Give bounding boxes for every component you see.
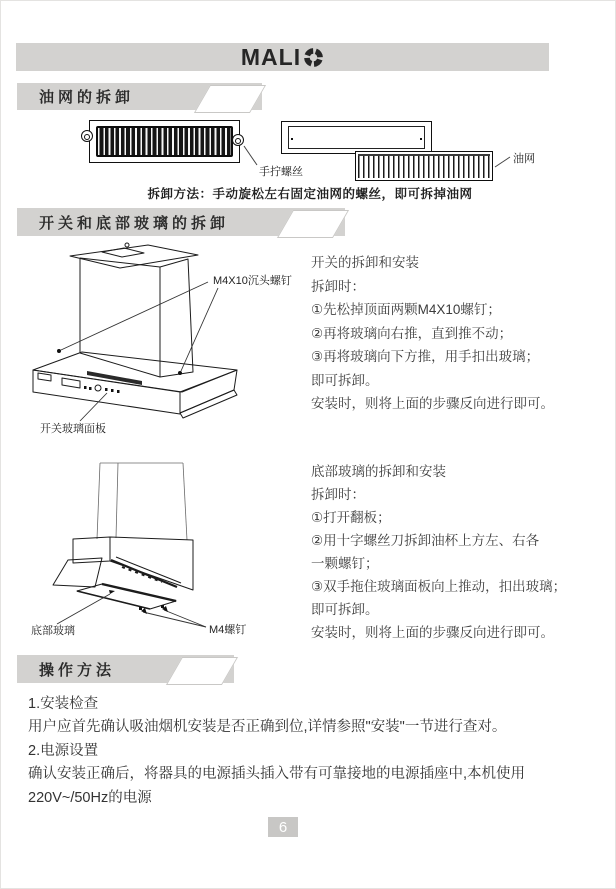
- text-line: 底部玻璃的拆卸和安装: [311, 464, 446, 479]
- text-line: ③双手拖住玻璃面板向上推动，扣出玻璃；: [311, 579, 567, 594]
- section-header-oil-mesh: [17, 83, 262, 110]
- text-line: 拆卸时：: [311, 278, 365, 294]
- text-line: 一颗螺钉；: [311, 556, 379, 571]
- text-line: 1.安装检查: [28, 696, 99, 712]
- section-title-oil-mesh: 油网的拆卸: [39, 89, 135, 106]
- switch-removal-text: [311, 251, 606, 416]
- text-line: ①先松掉顶面两颗M4X10螺钉；: [311, 302, 501, 317]
- brand-logo-o-icon: [303, 47, 324, 68]
- bottom-glass-removal-text: [311, 460, 606, 644]
- oil-mesh-caption: 拆卸方法：手动旋松左右固定油网的螺丝，即可拆掉油网: [147, 187, 473, 201]
- page-number: 6: [268, 817, 298, 837]
- text-line: 用户应首先确认吸油烟机安装是否正确到位,详情参照"安装"一节进行查对。: [28, 719, 507, 736]
- section-header-tab-shape: [194, 85, 266, 113]
- text-line: 安装时，则将上面的步骤反向进行即可。: [311, 396, 554, 411]
- m4-screw-label: M4螺钉: [209, 624, 247, 636]
- brand-logo-text: MALI: [240, 43, 302, 70]
- section-title-switch-glass: 开关和底部玻璃的拆卸: [39, 214, 230, 232]
- range-hood-switch-diagram: [30, 240, 310, 440]
- text-line: ②再将玻璃向右推，直到推不动；: [311, 325, 513, 341]
- section-header-tab-shape: [277, 210, 349, 238]
- text-line: 即可拆卸。: [311, 602, 379, 617]
- m4x10-screw-label: M4X10沉头螺钉: [213, 275, 292, 287]
- text-line: 即可拆卸。: [311, 372, 379, 388]
- text-line: ②用十字螺丝刀拆卸油杯上方左、右各: [311, 533, 540, 548]
- section-header-operation: [17, 655, 234, 683]
- text-line: 220V~/50Hz的电源: [28, 789, 152, 806]
- switch-glass-panel-label: 开关玻璃面板: [40, 423, 106, 435]
- text-line: 开关的拆卸和安装: [311, 255, 419, 270]
- range-hood-bottom-glass-diagram: [30, 440, 310, 650]
- text-line: 安装时，则将上面的步骤反向进行即可。: [311, 625, 554, 640]
- section-header-switch-glass: [17, 208, 345, 236]
- text-line: ①打开翻板；: [311, 510, 391, 525]
- section-title-operation: 操作方法: [39, 661, 116, 679]
- bottom-glass-label: 底部玻璃: [31, 625, 75, 637]
- logo-bar: [16, 43, 549, 71]
- text-line: 2.电源设置: [28, 742, 99, 759]
- hand-screw-label: 手拧螺丝: [259, 166, 303, 178]
- text-line: ③再将玻璃向下方推，用手扣出玻璃；: [311, 349, 540, 364]
- text-line: 拆卸时：: [311, 487, 365, 502]
- oil-mesh-label: 油网: [513, 153, 535, 165]
- brand-logo: [240, 43, 324, 70]
- text-line: 确认安装正确后，将器具的电源插头插入带有可靠接地的电源插座中,本机使用: [28, 766, 526, 783]
- operation-text: [28, 693, 593, 810]
- section-header-tab-shape: [166, 657, 238, 685]
